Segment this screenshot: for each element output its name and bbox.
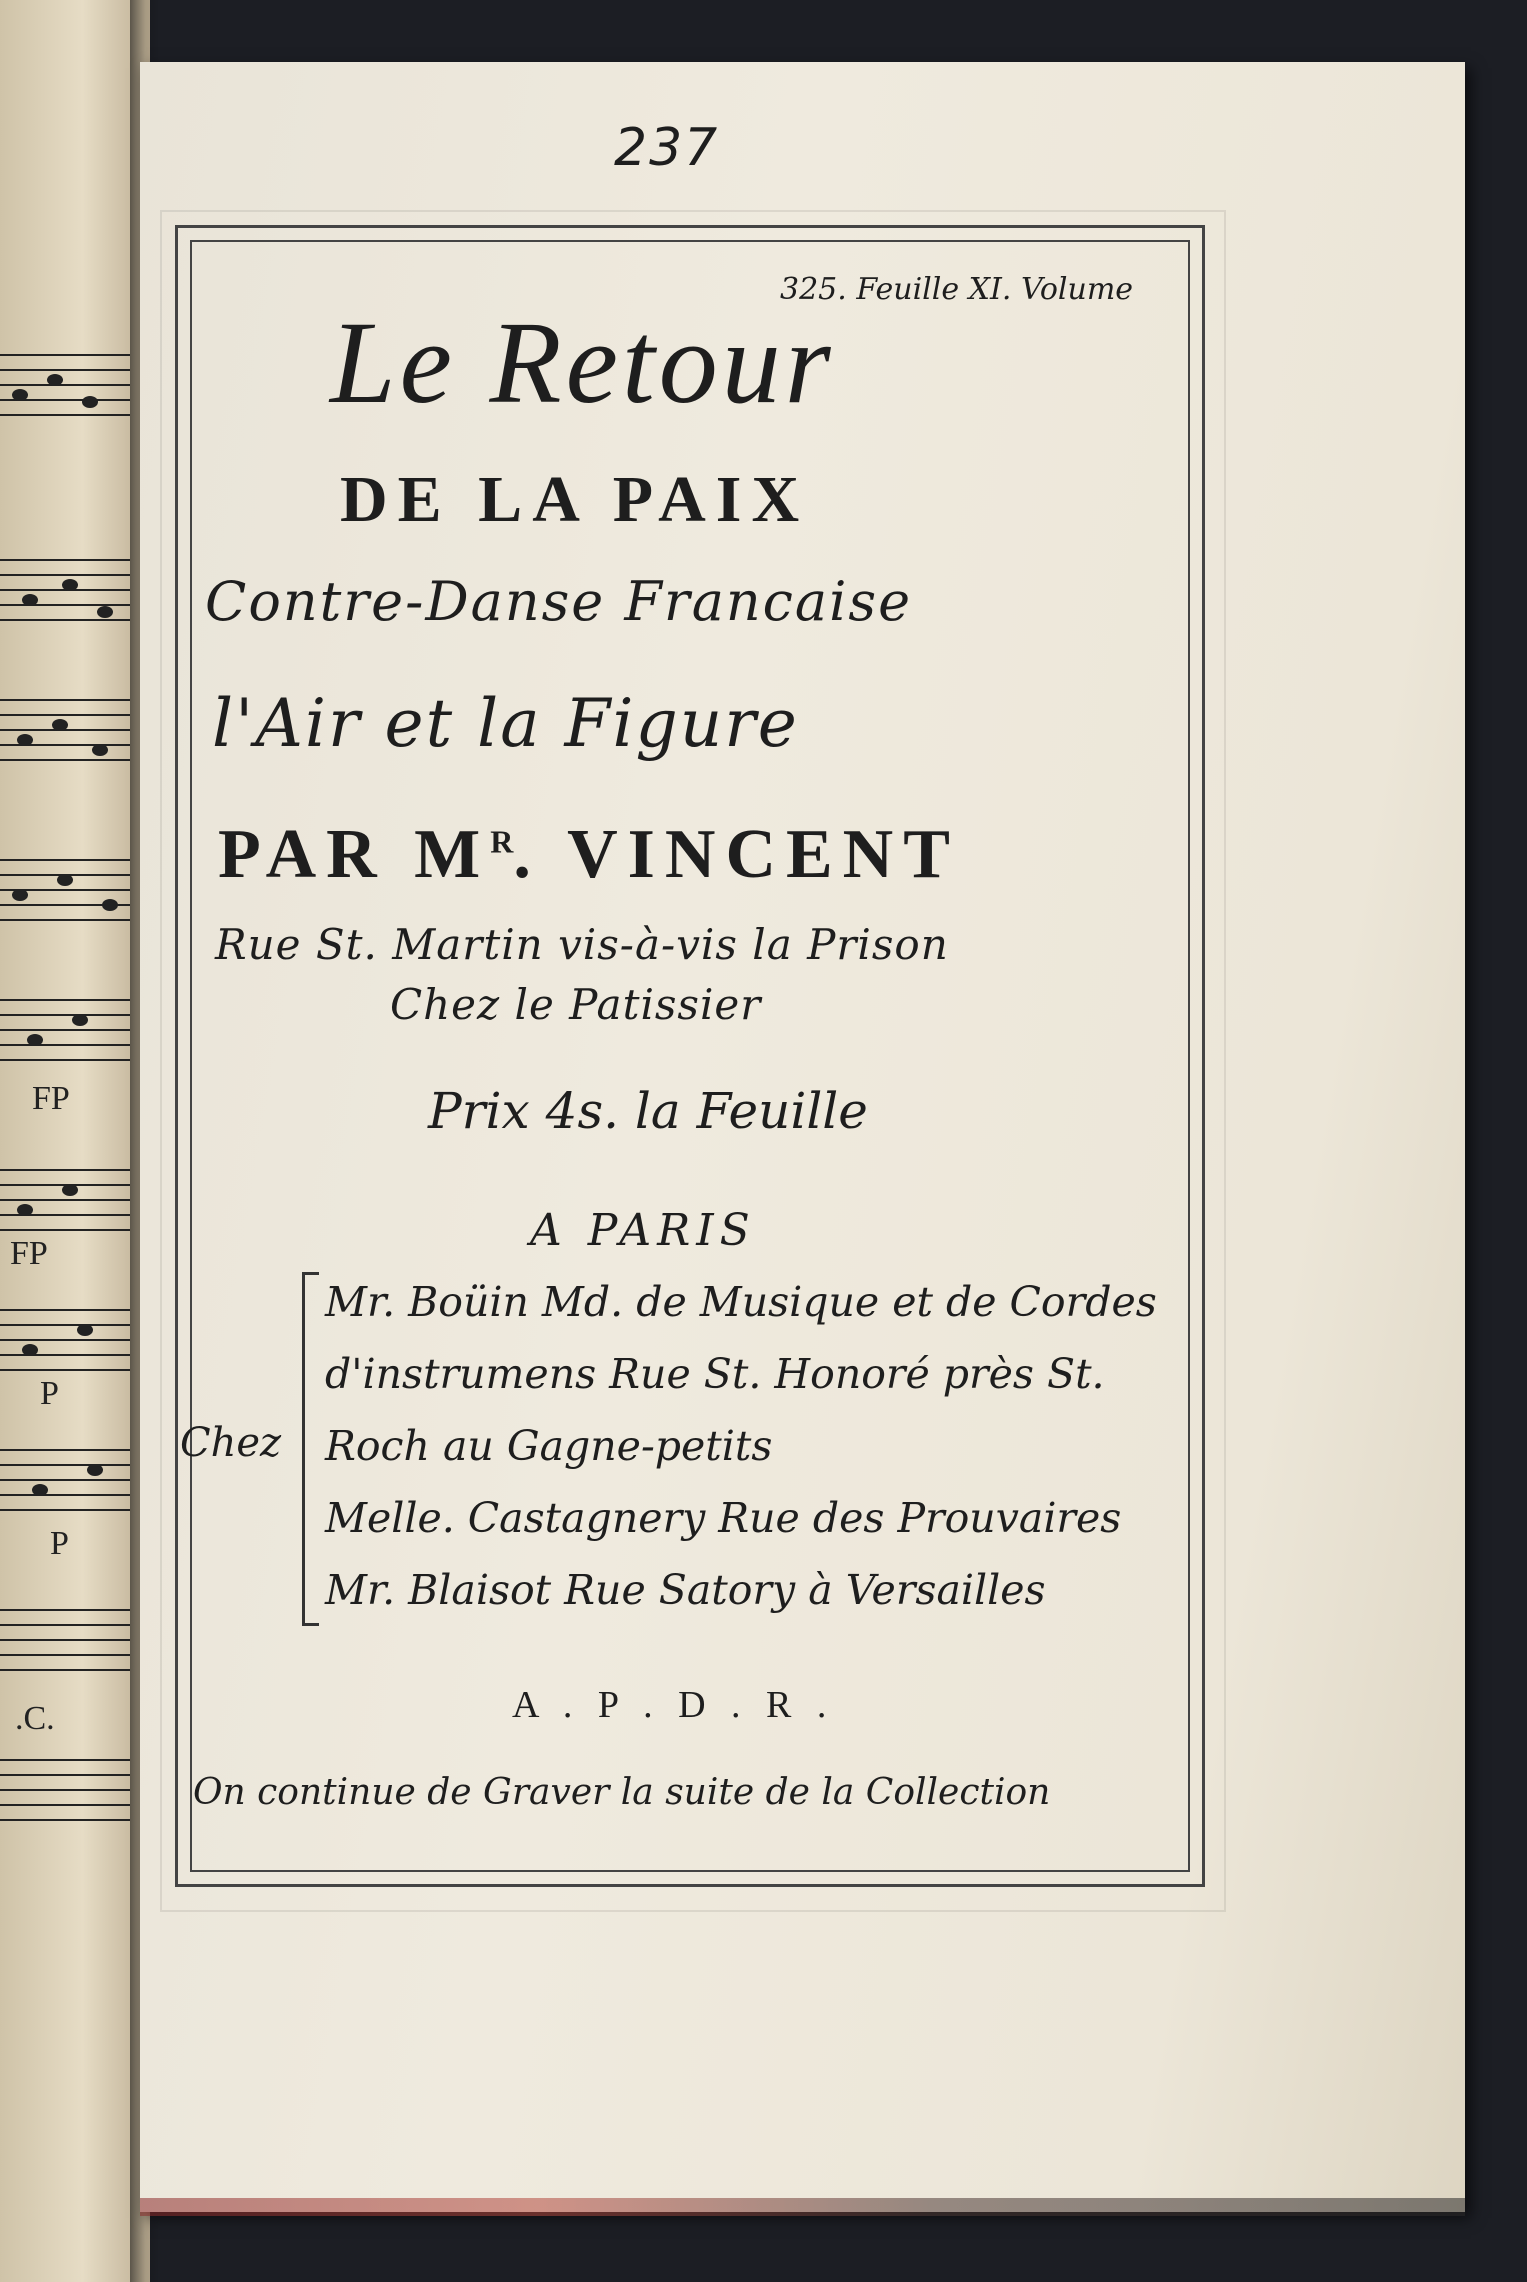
dynamic-mark-p-2: P <box>50 1525 69 1562</box>
price-line: Prix 4s. la Feuille <box>428 1082 868 1140</box>
author-line <box>218 815 960 895</box>
dynamic-mark-fp: FP <box>32 1080 70 1117</box>
contents-line: l'Air et la Figure <box>212 685 799 762</box>
page-edge <box>140 2198 1465 2216</box>
city-line: A PARIS <box>530 1205 756 1256</box>
da-capo-mark: .C. <box>15 1700 55 1737</box>
author-sup: R <box>490 823 514 860</box>
seller-line: Melle. Castagnery Rue des Prouvaires <box>325 1494 1122 1542</box>
music-staves <box>0 0 150 2282</box>
chez-label: Chez <box>180 1420 282 1466</box>
seller-line: d'instrumens Rue St. Honoré près St. <box>325 1350 1105 1398</box>
dynamic-mark-p: P <box>40 1375 59 1412</box>
catalog-note: 325. Feuille XI. Volume <box>780 272 1134 307</box>
seller-line: Mr. Blaisot Rue Satory à Versailles <box>325 1566 1046 1614</box>
dynamic-mark-fp-2: FP <box>10 1235 48 1272</box>
address-line-1: Rue St. Martin vis-à-vis la Prison <box>215 920 949 969</box>
facing-music-page <box>0 0 150 2282</box>
subtitle: DE LA PAIX <box>340 463 810 536</box>
seller-line: Mr. Boüin Md. de Musique et de Cordes <box>325 1278 1157 1326</box>
seller-line: Roch au Gagne-petits <box>325 1422 773 1470</box>
genre-line: Contre-Danse Francaise <box>205 570 913 633</box>
footer-line: On continue de Graver la suite de la Collection <box>193 1772 1051 1813</box>
title: Le Retour <box>330 297 835 428</box>
privilege-line: A . P . D . R . <box>512 1684 835 1726</box>
handwritten-page-number: 237 <box>614 118 720 178</box>
author-name: . VINCENT <box>513 816 960 893</box>
address-line-2: Chez le Patissier <box>390 980 762 1029</box>
author-prefix: PAR M <box>218 816 491 893</box>
sellers-bracket <box>302 1272 319 1626</box>
